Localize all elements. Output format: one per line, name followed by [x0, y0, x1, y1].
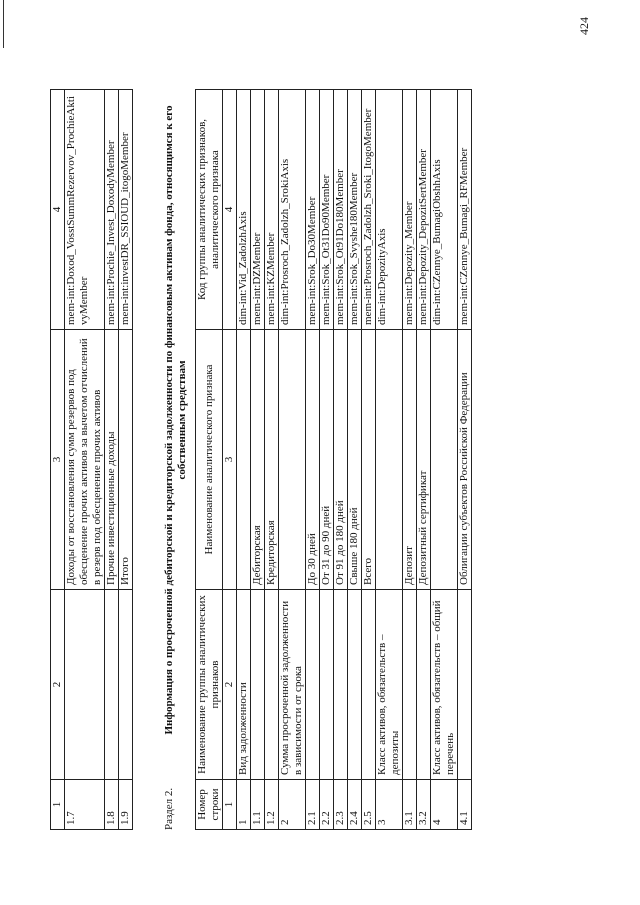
row-number-cell: 3.1	[403, 780, 417, 830]
table-row	[251, 90, 265, 830]
group-name-cell	[403, 590, 417, 780]
col-index-2: 2	[51, 590, 65, 780]
continued-table-body	[65, 90, 133, 830]
row-number-cell: 1.8	[105, 780, 119, 830]
table-row	[458, 90, 472, 830]
attribute-name-cell: Доходы от восстановления сумм резервов под обесценение прочих активов за вычетом отчислений в резерв под обесценение прочих активов	[65, 330, 105, 590]
row-number-cell: 2	[279, 780, 306, 830]
table-index-row	[223, 90, 237, 830]
table-row	[376, 90, 403, 830]
col-index-3: 3	[51, 330, 65, 590]
group-name-cell	[362, 590, 376, 780]
code-cell: dim-int:DepozityAxis	[376, 90, 403, 330]
section-title: Информация о просроченной дебиторской и кредиторской задолженности по финансовым активам фонда, относящимся к его собственным средствам	[163, 105, 188, 735]
code-cell: mem-int:Srok_Svyshe180Member	[348, 90, 362, 330]
code-cell: mem-int:Srok_Do30Member	[306, 90, 320, 330]
table-header-row	[196, 90, 223, 830]
row-number-cell: 2.4	[348, 780, 362, 830]
group-name-cell: Вид задолженности	[237, 590, 251, 780]
attribute-name-cell: Итого	[119, 330, 133, 590]
attribute-name-cell	[237, 330, 251, 590]
row-number-cell: 2.2	[320, 780, 334, 830]
code-cell: mem-int:Prochie_Invest_DoxodyMember	[105, 90, 119, 330]
col-index-3: 3	[223, 330, 237, 590]
group-name-cell: Сумма просроченной задолженности в зависимости от срока	[279, 590, 306, 780]
group-name-cell	[320, 590, 334, 780]
group-name-cell: Класс активов, обязательств – депозиты	[376, 590, 403, 780]
row-number-cell: 1.2	[265, 780, 279, 830]
col-index-4: 4	[223, 90, 237, 330]
attribute-name-cell: Кредиторская	[265, 330, 279, 590]
code-cell: mem-int:DZMember	[251, 90, 265, 330]
attribute-name-cell: Дебиторская	[251, 330, 265, 590]
code-cell: mem-int:Depozity_Member	[403, 90, 417, 330]
group-name-cell	[334, 590, 348, 780]
attribute-name-cell: От 31 до 90 дней	[320, 330, 334, 590]
code-cell: mem-int:Srok_Ot31Do90Member	[320, 90, 334, 330]
attribute-name-cell: От 91 до 180 дней	[334, 330, 348, 590]
table-index-row	[51, 90, 65, 830]
header-row-number: Номер строки	[196, 780, 223, 830]
page-number: 424	[577, 17, 591, 35]
table-row	[403, 90, 417, 830]
attribute-name-cell	[279, 330, 306, 590]
row-number-cell: 1.1	[251, 780, 265, 830]
row-number-cell: 3.2	[417, 780, 431, 830]
code-cell: mem-int:KZMember	[265, 90, 279, 330]
group-name-cell	[417, 590, 431, 780]
attribute-name-cell: Прочие инвестиционные доходы	[105, 330, 119, 590]
table-row	[334, 90, 348, 830]
group-name-cell	[348, 590, 362, 780]
row-number-cell: 1.9	[119, 780, 133, 830]
document-page	[0, 17, 640, 870]
row-number-cell: 2.1	[306, 780, 320, 830]
group-name-cell	[105, 590, 119, 780]
binding-margin-line	[3, 0, 4, 48]
code-cell: dim-int:CZennye_BumagiObshhAxis	[431, 90, 458, 330]
row-number-cell: 4.1	[458, 780, 472, 830]
table-row	[119, 90, 133, 830]
group-name-cell	[265, 590, 279, 780]
col-index-1: 1	[51, 780, 65, 830]
continued-table	[50, 89, 133, 830]
header-attribute-name: Наименование аналитического признака	[196, 330, 223, 590]
attribute-name-cell	[376, 330, 403, 590]
attribute-name-cell: Депозитный сертификат	[417, 330, 431, 590]
attributes-table-body	[237, 90, 472, 830]
table-row	[362, 90, 376, 830]
table-row	[237, 90, 251, 830]
header-group-name: Наименование группы аналитических признаков	[196, 590, 223, 780]
table-row	[105, 90, 119, 830]
table-row	[65, 90, 105, 830]
code-cell: mem-int:Doxod_VosstSummRezervov_ProchieAktivyMember	[65, 90, 105, 330]
attribute-name-cell: Депозит	[403, 330, 417, 590]
attribute-name-cell: Всего	[362, 330, 376, 590]
table-row	[348, 90, 362, 830]
code-cell: mem-int:CZennye_Bumagi_RFMember	[458, 90, 472, 330]
table-row	[306, 90, 320, 830]
row-number-cell: 1.7	[65, 780, 105, 830]
code-cell: dim-int:Vid_ZadolzhAxis	[237, 90, 251, 330]
row-number-cell: 2.3	[334, 780, 348, 830]
group-name-cell	[458, 590, 472, 780]
table-row	[279, 90, 306, 830]
col-index-4: 4	[51, 90, 65, 330]
code-cell: mem-int:Prosroch_Zadolzh_Sroki_ItogoMember	[362, 90, 376, 330]
row-number-cell: 1	[237, 780, 251, 830]
attribute-name-cell: Свыше 180 дней	[348, 330, 362, 590]
header-code: Код группы аналитических признаков, аналитического признака	[196, 90, 223, 330]
group-name-cell	[65, 590, 105, 780]
row-number-cell: 4	[431, 780, 458, 830]
group-name-cell: Класс активов, обязательств – общий перечень	[431, 590, 458, 780]
code-cell: dim-int:Prosroch_Zadolzh_SrokiAxis	[279, 90, 306, 330]
row-number-cell: 2.5	[362, 780, 376, 830]
col-index-2: 2	[223, 590, 237, 780]
table-row	[417, 90, 431, 830]
attribute-name-cell: До 30 дней	[306, 330, 320, 590]
attributes-table	[195, 89, 472, 830]
table-row	[320, 90, 334, 830]
attribute-name-cell: Облигации субъектов Российской Федерации	[458, 330, 472, 590]
row-number-cell: 3	[376, 780, 403, 830]
group-name-cell	[119, 590, 133, 780]
attribute-name-cell	[431, 330, 458, 590]
code-cell: mem-int:investDR_SSIOUD_itogoMember	[119, 90, 133, 330]
table-row	[431, 90, 458, 830]
section-label: Раздел 2.	[163, 787, 175, 830]
code-cell: mem-int:Srok_Ot91Do180Member	[334, 90, 348, 330]
code-cell: mem-int:Depozity_DepozitSertMember	[417, 90, 431, 330]
group-name-cell	[306, 590, 320, 780]
col-index-1: 1	[223, 780, 237, 830]
table-row	[265, 90, 279, 830]
group-name-cell	[251, 590, 265, 780]
